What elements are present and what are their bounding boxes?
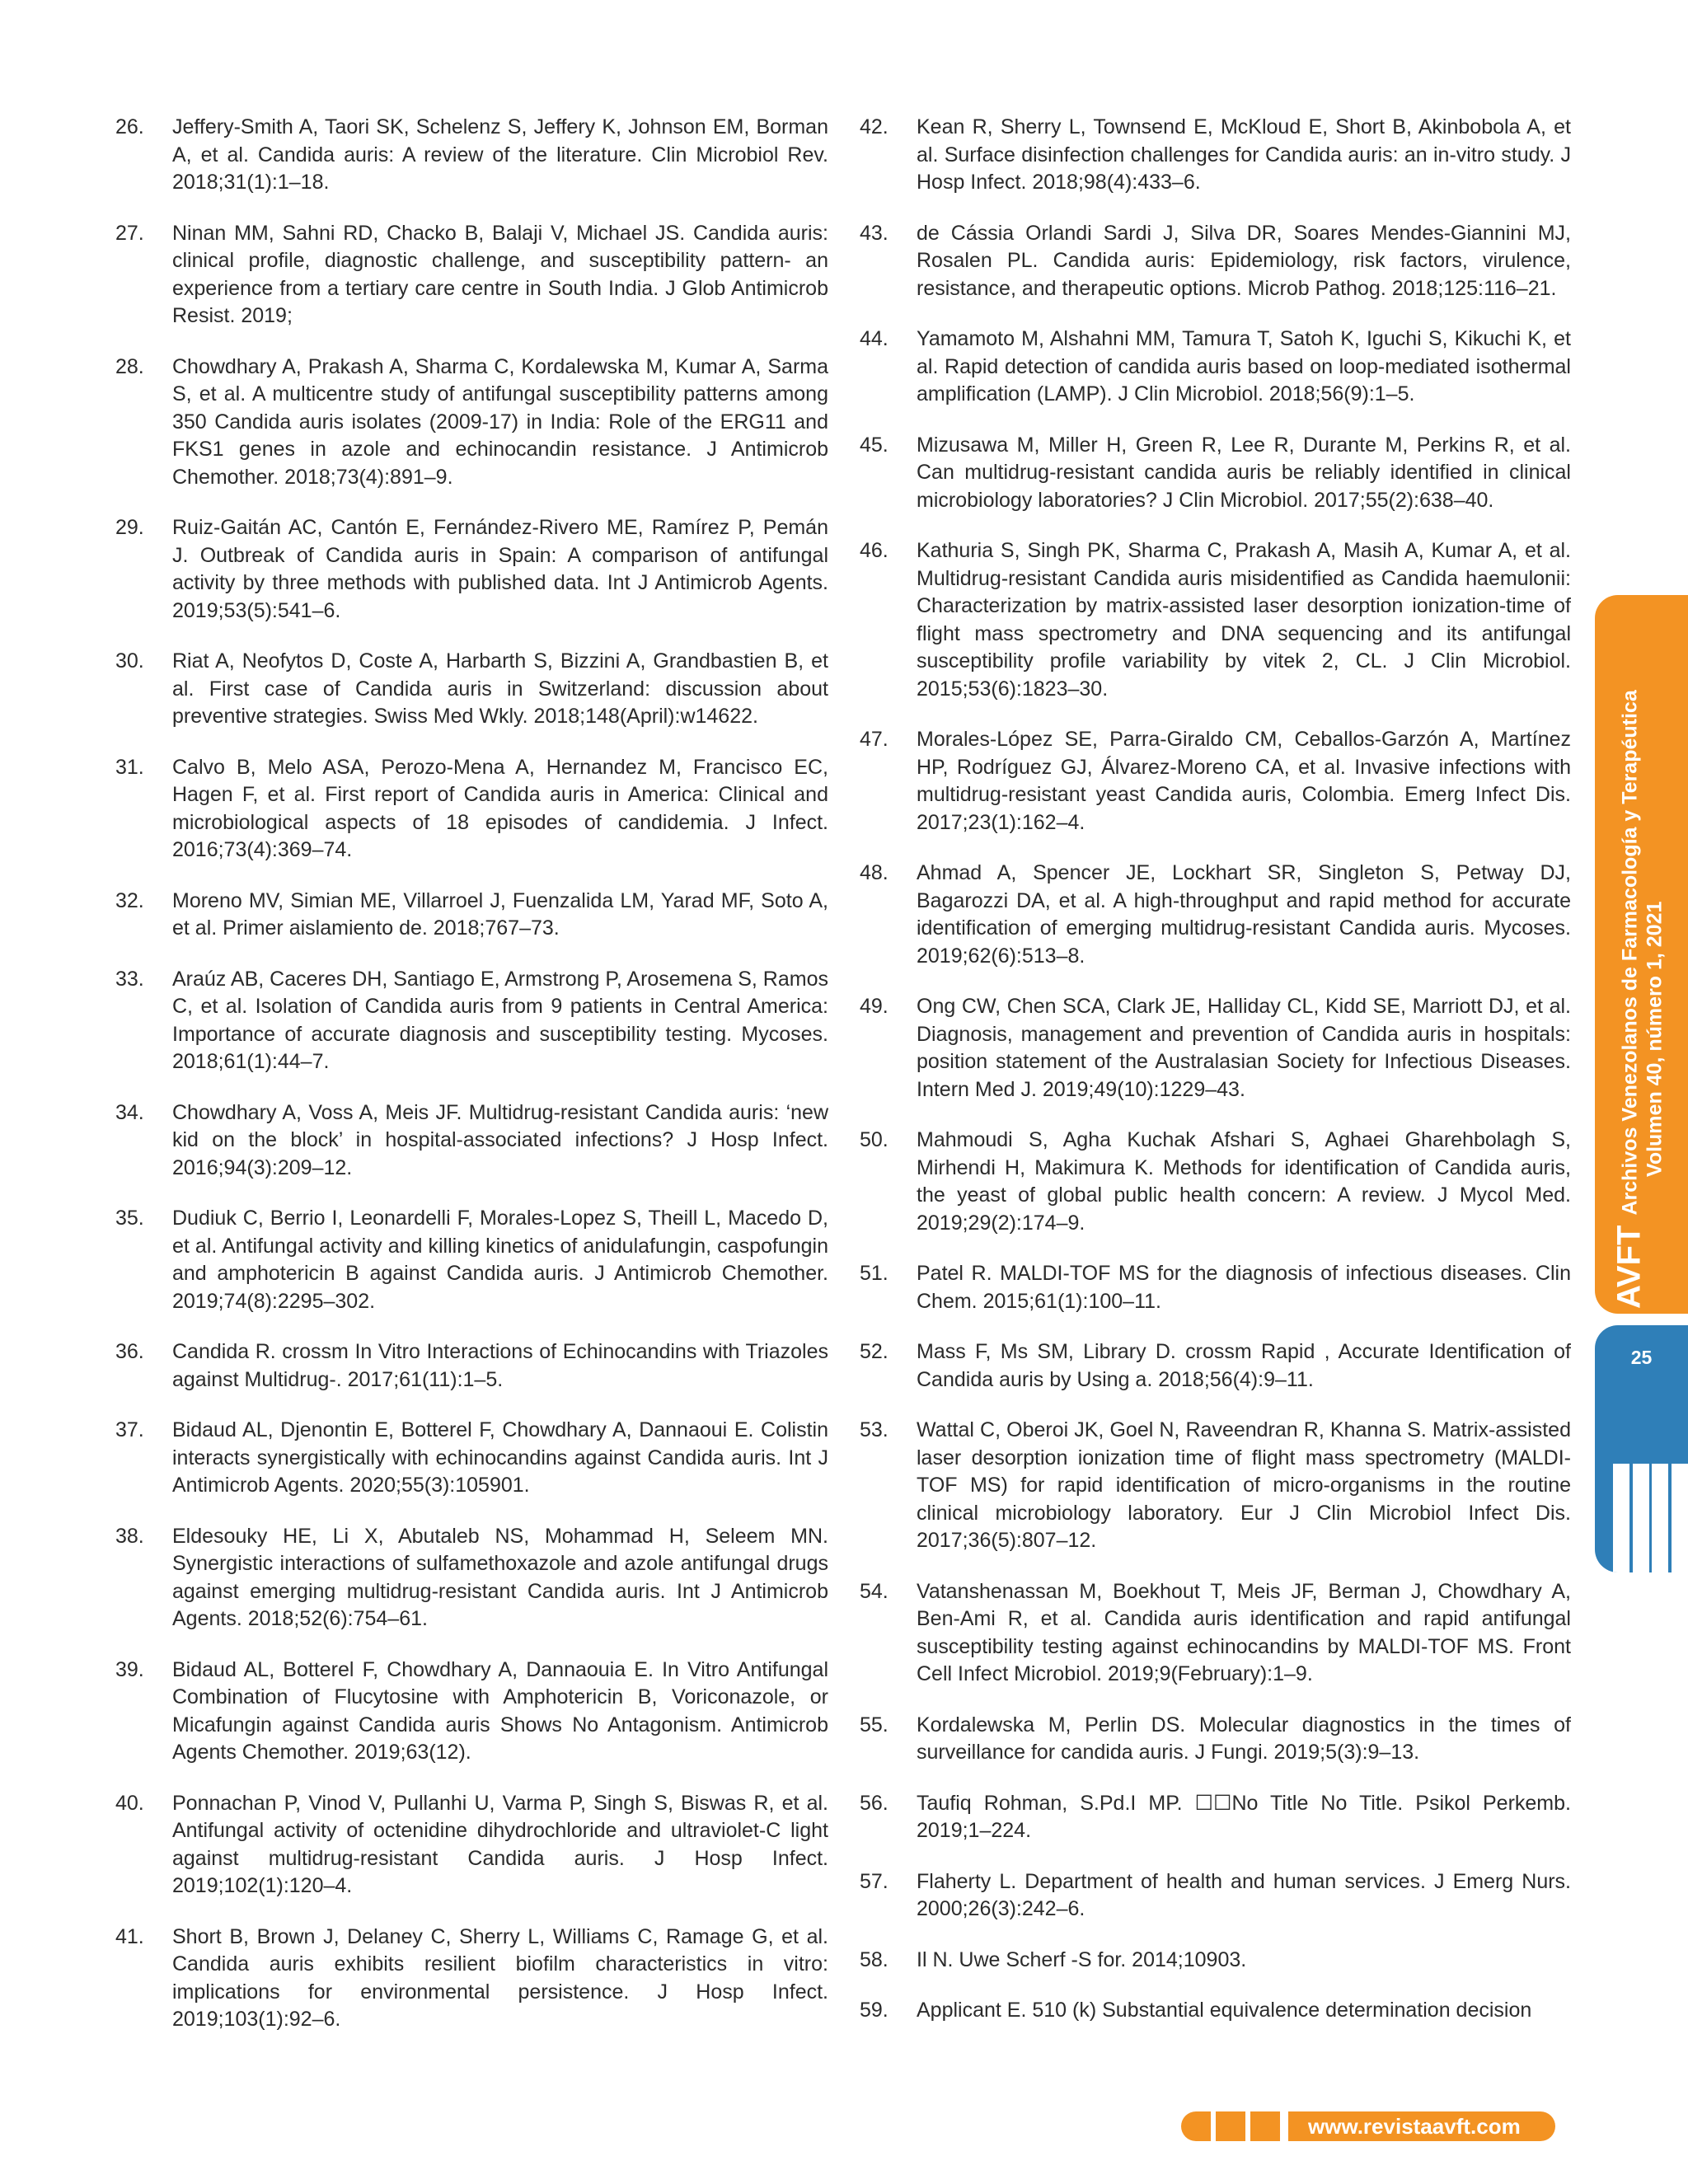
reference-number: 26. [115, 115, 144, 138]
reference-text: Bidaud AL, Botterel F, Chowdhary A, Dannaouia E. In Vitro Antifungal Combination of Flucytosine with Amphotericin B, Voriconazole, or Micafungin against Candida auris Shows No Antagonism. Antimicrob Agents Chemother. 2019;63(12). [172, 1657, 828, 1764]
reference-number: 29. [115, 516, 144, 539]
reference-text: de Cássia Orlandi Sardi J, Silva DR, Soares Mendes-Giannini MJ, Rosalen PL. Candida auris: Epidemiology, risk factors, virulence, resistance, and therapeutic options. Microb Pathog. 2018;125:116–21. [917, 221, 1571, 300]
reference-number: 36. [115, 1340, 144, 1363]
reference-text: Kean R, Sherry L, Townsend E, McKloud E, Short B, Akinbobola A, et al. Surface disinfection challenges for Candida auris: an in-vitro study. J Hosp Infect. 2018;98(4):433–6. [917, 115, 1571, 194]
reference-number: 33. [115, 967, 144, 991]
reference-text: Riat A, Neofytos D, Coste A, Harbarth S, Bizzini A, Grandbastien B, et al. First case of Candida auris in Switzerland: discussion about preventive strategies. Swiss Med Wkly. 2018;148(April):w14622. [172, 649, 828, 728]
footer-decor-bar [1250, 2111, 1280, 2141]
reference-number: 39. [115, 1657, 144, 1681]
stripe [1652, 1464, 1668, 1572]
reference-text: Il N. Uwe Scherf -S for. 2014;10903. [917, 1947, 1247, 1971]
reference-item [860, 993, 1571, 1104]
reference-text: Vatanshenassan M, Boekhout T, Meis JF, Berman J, Chowdhary A, Ben-Ami R, et al. Candida auris identification and rapid antifungal susceptibility testing against echinocandins by MALDI-TOF MS. Front Cell Infect Microbiol. 2019;9(February):1–9. [917, 1579, 1571, 1685]
reference-item [860, 1790, 1571, 1845]
reference-text: Araúz AB, Caceres DH, Santiago E, Armstrong P, Arosemena S, Ramos C, et al. Isolation of Candida auris from 9 patients in Central America: Importance of accurate diagnosis and susceptibility testing. Mycoses. 2018;61(1):44–7. [172, 967, 828, 1073]
reference-text: Candida R. crossm In Vitro Interactions of Echinocandins with Triazoles against Multidrug-. 2017;61(11):1–5. [172, 1340, 828, 1391]
reference-item [860, 1947, 1571, 1975]
reference-item [115, 1657, 828, 1767]
reference-text: Mahmoudi S, Agha Kuchak Afshari S, Aghaei Gharehbolagh S, Mirhendi H, Makimura K. Methods for identification of Candida auris, the yeast of global public health concern: A review. J Mycol Med. 2019;29(2):174–9. [917, 1128, 1571, 1235]
reference-item [860, 1868, 1571, 1924]
reference-item [860, 1338, 1571, 1394]
reference-item [860, 114, 1571, 197]
journal-side-tab [1595, 595, 1688, 1314]
reference-text: Mass F, Ms SM, Library D. crossm Rapid , Accurate Identification of Candida auris by Using a. 2018;56(4):9–11. [917, 1340, 1571, 1391]
journal-name: Archivos Venezolanos de Farmacología y Terapéutica [1618, 690, 1641, 1216]
journal-volume-info: Volumen 40, número 1, 2021 [1643, 901, 1666, 1177]
reference-text: Moreno MV, Simian ME, Villarroel J, Fuenzalida LM, Yarad MF, Soto A, et al. Primer aislamiento de. 2018;767–73. [172, 888, 828, 940]
reference-text: Morales-López SE, Parra-Giraldo CM, Ceballos-Garzón A, Martínez HP, Rodríguez GJ, Álvarez-Moreno CA, et al. Invasive infections with multidrug-resistant yeast Candida auris, Colombia. Emerg Infect Dis. 2017;23(1):162–4. [917, 728, 1571, 834]
reference-item [115, 1417, 828, 1500]
reference-number: 43. [860, 221, 889, 245]
reference-number: 53. [860, 1418, 889, 1441]
reference-number: 49. [860, 995, 889, 1018]
reference-item [115, 354, 828, 492]
reference-text: Calvo B, Melo ASA, Perozo-Mena A, Hernandez M, Francisco EC, Hagen F, et al. First report of Candida auris in America: Clinical and microbiological aspects of 18 episodes of candidemia. J Infect. 2016;73(4):369–74. [172, 755, 828, 861]
stripe [1633, 1464, 1649, 1572]
reference-number: 44. [860, 327, 889, 350]
decorative-stripes [1595, 1464, 1688, 1572]
footer [1181, 2111, 1555, 2141]
website-link[interactable]: www.revistaavft.com [1288, 2111, 1555, 2141]
reference-item [115, 220, 828, 330]
reference-item [115, 1338, 828, 1394]
references-right-column [860, 114, 1571, 2048]
reference-item [115, 514, 828, 625]
reference-number: 54. [860, 1579, 889, 1603]
reference-item [860, 860, 1571, 970]
reference-number: 31. [115, 755, 144, 779]
reference-item [115, 114, 828, 197]
reference-item [860, 537, 1571, 703]
reference-number: 46. [860, 539, 889, 562]
reference-text: Ruiz-Gaitán AC, Cantón E, Fernández-Rivero ME, Ramírez P, Pemán J. Outbreak of Candida auris in Spain: A comparison of antifungal activity by three methods with published data. Int J Antimicrob Agents. 2019;53(5):541–6. [172, 516, 828, 622]
reference-item [860, 1127, 1571, 1237]
reference-text: Flaherty L. Department of health and human services. J Emerg Nurs. 2000;26(3):242–6. [917, 1869, 1571, 1920]
reference-text: Chowdhary A, Voss A, Meis JF. Multidrug-resistant Candida auris: ‘new kid on the block’ in hospital-associated infections? J Hosp Infect. 2016;94(3):209–12. [172, 1100, 828, 1179]
reference-text: Ong CW, Chen SCA, Clark JE, Halliday CL, Kidd SE, Marriott DJ, et al. Diagnosis, management and prevention of Candida auris in hospitals: position statement of the Australasian Society for Infectious Diseases. Intern Med J. 2019;49(10):1229–43. [917, 995, 1571, 1101]
reference-text: Eldesouky HE, Li X, Abutaleb NS, Mohammad H, Seleem MN. Synergistic interactions of sulfamethoxazole and azole antifungal drugs against emerging multidrug-resistant Candida auris. Int J Antimicrob Agents. 2018;52(6):754–61. [172, 1524, 828, 1630]
reference-item [115, 888, 828, 943]
reference-item [860, 1417, 1571, 1555]
journal-title-line [1611, 600, 1647, 1309]
reference-text: Short B, Brown J, Delaney C, Sherry L, Williams C, Ramage G, et al. Candida auris exhibits resilient biofilm characteristics in vitro: implications for environmental persistence. J Hosp Infect. 2019;103(1):92–6. [172, 1924, 828, 2031]
reference-item [115, 1924, 828, 2034]
reference-item [860, 432, 1571, 515]
reference-number: 42. [860, 115, 889, 138]
page-number-tab [1595, 1325, 1688, 1572]
reference-number: 56. [860, 1791, 889, 1815]
reference-text: Patel R. MALDI-TOF MS for the diagnosis of infectious diseases. Clin Chem. 2015;61(1):100–11. [917, 1262, 1571, 1313]
reference-number: 48. [860, 861, 889, 884]
reference-item [860, 1260, 1571, 1315]
reference-text: Dudiuk C, Berrio I, Leonardelli F, Morales-Lopez S, Theill L, Macedo D, et al. Antifungal activity and killing kinetics of anidulafungin, caspofungin and amphotericin B against Candida auris. J Antimicrob Chemother. 2019;74(8):2295–302. [172, 1207, 828, 1313]
reference-text: Yamamoto M, Alshahni MM, Tamura T, Satoh K, Iguchi S, Kikuchi K, et al. Rapid detection of candida auris based on loop-mediated isothermal amplification (LAMP). J Clin Microbiol. 2018;56(9):1–5. [917, 327, 1571, 405]
reference-item [115, 966, 828, 1076]
reference-number: 40. [115, 1791, 144, 1815]
reference-text: Chowdhary A, Prakash A, Sharma C, Kordalewska M, Kumar A, Sarma S, et al. A multicentre study of antifungal susceptibility patterns among 350 Candida auris isolates (2009-17) in India: Role of the ERG11 and FKS1 genes in azole and echinocandin resistance. J Antimicrob Chemother. 2018;73(4):891–9. [172, 354, 828, 489]
reference-text: Applicant E. 510 (k) Substantial equivalence determination decision [917, 1999, 1532, 2022]
stripe [1613, 1464, 1629, 1572]
reference-text: Wattal C, Oberoi JK, Goel N, Raveendran R, Khanna S. Matrix-assisted laser desorption ionization time of flight mass spectrometry (MALDI-TOF MS) for rapid identification of micro-organisms in the routine clinical microbiology laboratory. Eur J Clin Microbiol Infect Dis. 2017;36(5):807–12. [917, 1418, 1571, 1552]
reference-number: 45. [860, 433, 889, 457]
reference-number: 28. [115, 354, 144, 378]
page-number: 25 [1630, 1347, 1653, 1368]
reference-item [860, 220, 1571, 303]
reference-item [115, 754, 828, 865]
reference-text: Kathuria S, Singh PK, Sharma C, Prakash A, Masih A, Kumar A, et al. Multidrug-resistant Candida auris misidentified as Candida haemulonii: Characterization by matrix-assisted laser desorption ionization-time of flight mass spectrometry and DNA sequencing and its antifungal susceptibility profile variability by vitek 2, CL. J Clin Microbiol. 2015;53(6):1823–30. [917, 539, 1571, 701]
reference-text: Mizusawa M, Miller H, Green R, Lee R, Durante M, Perkins R, et al. Can multidrug-resistant candida auris be reliably identified in clinical microbiology laboratories? J Clin Microbiol. 2017;55(2):638–40. [917, 433, 1571, 512]
reference-number: 59. [860, 1999, 889, 2022]
reference-number: 52. [860, 1340, 889, 1363]
reference-number: 47. [860, 728, 889, 751]
reference-text: Ahmad A, Spencer JE, Lockhart SR, Singleton S, Petway DJ, Bagarozzi DA, et al. A high-throughput and rapid method for accurate identification of emerging multidrug-resistant Candida auris. Mycoses. 2019;62(6):513–8. [917, 861, 1571, 968]
reference-number: 34. [115, 1100, 144, 1124]
journal-side-text [1611, 600, 1667, 1309]
reference-number: 41. [115, 1924, 144, 1948]
reference-item [860, 326, 1571, 409]
journal-acronym: AVFT [1611, 1225, 1647, 1309]
reference-text: Bidaud AL, Djenontin E, Botterel F, Chowdhary A, Dannaoui E. Colistin interacts synergistically with echinocandins against Candida auris. Int J Antimicrob Agents. 2020;55(3):105901. [172, 1418, 828, 1497]
reference-item [115, 1790, 828, 1900]
reference-number: 58. [860, 1947, 889, 1971]
reference-item [860, 726, 1571, 837]
reference-number: 51. [860, 1262, 889, 1285]
reference-number: 55. [860, 1713, 889, 1736]
reference-item [115, 648, 828, 731]
reference-text: Taufiq Rohman, S.Pd.I MP. ☐☐No Title No Title. Psikol Perkemb. 2019;1–224. [917, 1791, 1571, 1842]
reference-number: 35. [115, 1207, 144, 1230]
reference-number: 30. [115, 649, 144, 673]
reference-item [115, 1099, 828, 1183]
reference-number: 38. [115, 1524, 144, 1548]
footer-decor-bar [1216, 2111, 1245, 2141]
reference-number: 32. [115, 888, 144, 912]
reference-text: Jeffery-Smith A, Taori SK, Schelenz S, Jeffery K, Johnson EM, Borman A, et al. Candida auris: A review of the literature. Clin Microbiol Rev. 2018;31(1):1–18. [172, 115, 828, 194]
reference-number: 57. [860, 1869, 889, 1893]
reference-item [860, 1997, 1571, 2025]
reference-number: 27. [115, 221, 144, 245]
reference-number: 37. [115, 1418, 144, 1441]
reference-item [860, 1578, 1571, 1689]
reference-text: Kordalewska M, Perlin DS. Molecular diagnostics in the times of surveillance for candida auris. J Fungi. 2019;5(3):9–13. [917, 1713, 1571, 1764]
reference-number: 50. [860, 1128, 889, 1151]
references-left-column [115, 114, 828, 2057]
reference-item [115, 1523, 828, 1633]
reference-text: Ponnachan P, Vinod V, Pullanhi U, Varma P, Singh S, Biswas R, et al. Antifungal activity of octenidine dihydrochloride and ultraviolet-C light against multidrug-resistant Candida auris. J Hosp Infect. 2019;102(1):120–4. [172, 1791, 828, 1897]
reference-item [115, 1205, 828, 1315]
reference-item [860, 1712, 1571, 1767]
reference-text: Ninan MM, Sahni RD, Chacko B, Balaji V, Michael JS. Candida auris: clinical profile, diagnostic challenge, and susceptibility pattern- an experience from a tertiary care centre in South India. J Glob Antimicrob Resist. 2019; [172, 221, 828, 327]
footer-decor-bar [1181, 2111, 1211, 2141]
stripe [1672, 1464, 1688, 1572]
